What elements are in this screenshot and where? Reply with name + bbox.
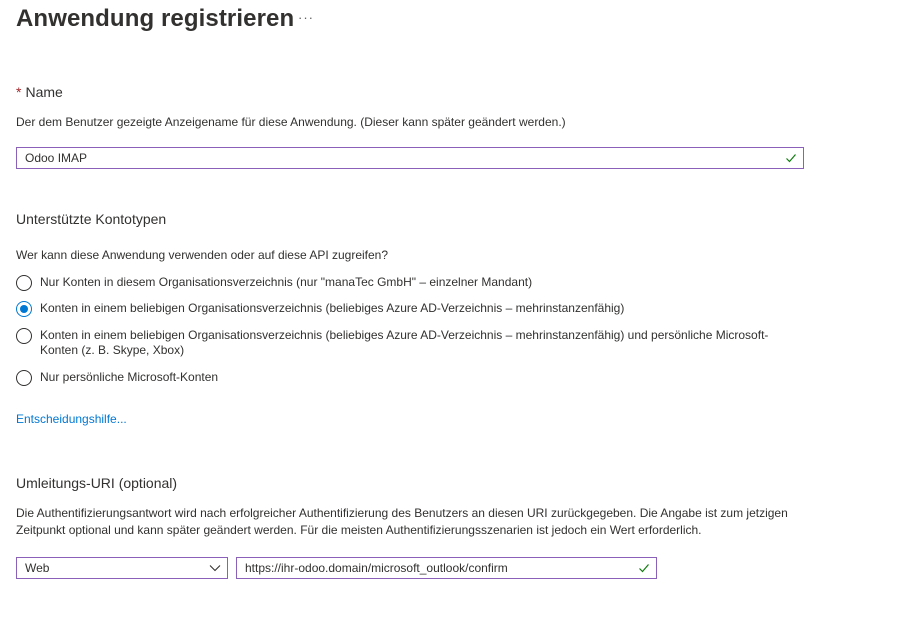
account-type-option-personal-only[interactable] [16, 370, 218, 386]
account-type-option-multi-tenant-personal[interactable] [16, 328, 800, 358]
name-description: Der dem Benutzer gezeigte Anzeigename für diese Anwendung. (Dieser kann später geändert werden.) [16, 115, 566, 129]
radio-button-selected[interactable] [16, 301, 32, 317]
checkmark-icon [638, 562, 650, 574]
account-type-option-multi-tenant[interactable] [16, 301, 624, 317]
radio-button[interactable] [16, 328, 32, 344]
account-types-label: Unterstützte Kontotypen [16, 211, 167, 227]
platform-select-value: Web [25, 561, 50, 575]
redirect-uri-label: Umleitungs-URI (optional) [16, 475, 178, 491]
radio-button[interactable] [16, 275, 32, 291]
page-title: Anwendung registrieren [16, 5, 295, 32]
platform-select[interactable] [16, 557, 228, 579]
account-type-option-single-tenant[interactable] [16, 275, 532, 291]
decision-help-link[interactable]: Entscheidungshilfe... [16, 412, 127, 426]
redirect-uri-description: Die Authentifizierungsantwort wird nach erfolgreicher Authentifizierung des Benutzers an diesen URI zurückgegeben. Die Angabe ist zum jetzigen Zeitpunkt optional und kann später geändert werden. Für die meisten Authentifizierungsszenarien ist jedoch ein Wert erforderlich. [16, 506, 788, 537]
radio-label: Nur persönliche Microsoft-Konten [40, 370, 219, 384]
required-marker: * [16, 84, 22, 100]
name-label [16, 84, 63, 100]
radio-label: Nur Konten in diesem Organisationsverzeichnis (nur "manaTec GmbH" – einzelner Mandant) [40, 275, 533, 289]
redirect-uri-value: https://ihr-odoo.domain/microsoft_outlook/confirm [245, 561, 508, 575]
redirect-uri-input[interactable] [236, 557, 657, 579]
more-options-button[interactable]: ··· [298, 10, 314, 25]
account-types-question: Wer kann diese Anwendung verwenden oder auf diese API zugreifen? [16, 248, 389, 262]
chevron-down-icon [209, 562, 221, 574]
name-input-value: Odoo IMAP [25, 151, 88, 165]
name-label-text: Name [25, 84, 63, 100]
radio-label: Konten in einem beliebigen Organisationsverzeichnis (beliebiges Azure AD-Verzeichnis – mehrinstanzenfähig) und persönliche Microsoft-Konten (z. B. Skype, Xbox) [40, 328, 769, 357]
radio-label: Konten in einem beliebigen Organisationsverzeichnis (beliebiges Azure AD-Verzeichnis – mehrinstanzenfähig) [40, 301, 625, 315]
radio-button[interactable] [16, 370, 32, 386]
checkmark-icon [785, 152, 797, 164]
name-input[interactable] [16, 147, 804, 169]
